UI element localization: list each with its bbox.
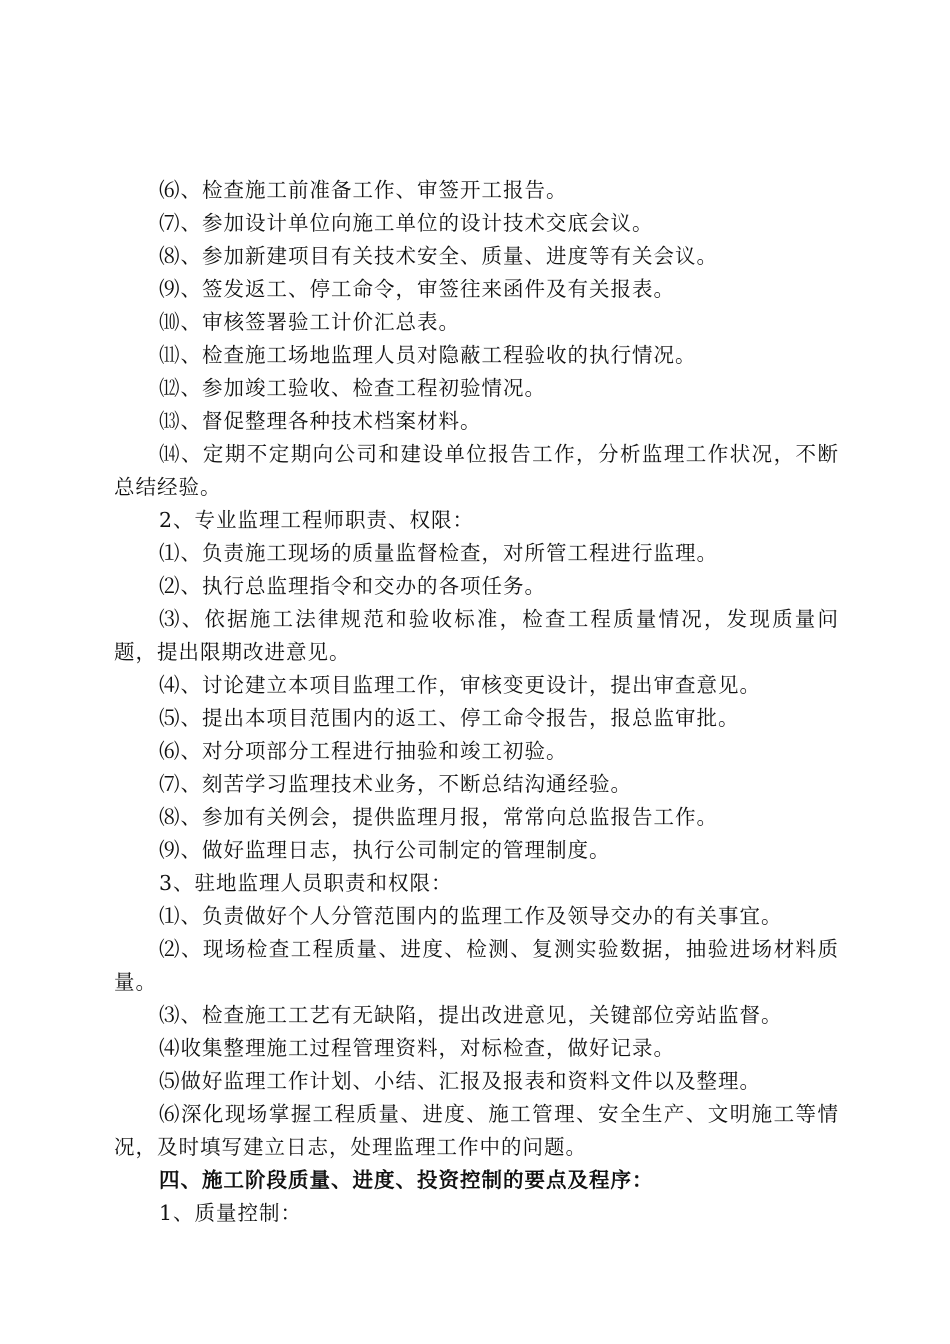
paragraph: ⑵、执行总监理指令和交办的各项任务。: [159, 574, 546, 598]
paragraph: ⑷收集整理施工过程管理资料，对标检查，做好记录。: [159, 1036, 675, 1060]
paragraph: ⑴、负责做好个人分管范围内的监理工作及领导交办的有关事宜。: [159, 904, 783, 928]
paragraph: ⑶、检查施工工艺有无缺陷，提出改进意见，关键部位旁站监督。: [159, 1003, 783, 1027]
paragraph: ⑹深化现场掌握工程质量、进度、施工管理、安全生产、文明施工等情况，及时填写建立日志，处理监理工作中的问题。: [114, 1102, 839, 1159]
paragraph: ⑽、审核签署验工计价汇总表。: [159, 310, 460, 334]
paragraph: ⑼、签发返工、停工命令，审签往来函件及有关报表。: [159, 277, 675, 301]
paragraph: ⑸做好监理工作计划、小结、汇报及报表和资料文件以及整理。: [159, 1069, 761, 1093]
paragraph: ⑺、刻苦学习监理技术业务，不断总结沟通经验。: [159, 772, 632, 796]
paragraph: ⑸、提出本项目范围内的返工、停工命令报告，报总监审批。: [159, 706, 740, 730]
paragraph: ⒁、定期不定期向公司和建设单位报告工作，分析监理工作状况，不断总结经验。: [114, 442, 839, 499]
paragraph: ⑿、参加竣工验收、检查工程初验情况。: [159, 376, 546, 400]
paragraph: 1、质量控制：: [159, 1201, 303, 1225]
paragraph: ⑵、现场检查工程质量、进度、检测、复测实验数据，抽验进场材料质量。: [114, 937, 839, 994]
paragraph: ⑷、讨论建立本项目监理工作，审核变更设计，提出审查意见。: [159, 673, 761, 697]
paragraph: ⑼、做好监理日志，执行公司制定的管理制度。: [159, 838, 611, 862]
paragraph: ⑴、负责施工现场的质量监督检查，对所管工程进行监理。: [159, 541, 718, 565]
paragraph: ⑻、参加新建项目有关技术安全、质量、进度等有关会议。: [159, 244, 718, 268]
document-body: [114, 174, 839, 1230]
section-heading: 四、施工阶段质量、进度、投资控制的要点及程序：: [159, 1168, 654, 1192]
paragraph: ⑻、参加有关例会，提供监理月报，常常向总监报告工作。: [159, 805, 718, 829]
paragraph: 3、驻地监理人员职责和权限：: [159, 871, 453, 895]
paragraph: ⑶、依据施工法律规范和验收标准，检查工程质量情况，发现质量问题，提出限期改进意见。: [114, 607, 839, 664]
paragraph: ⒀、督促整理各种技术档案材料。: [159, 409, 482, 433]
paragraph: ⑾、检查施工场地监理人员对隐蔽工程验收的执行情况。: [159, 343, 697, 367]
paragraph: ⑹、检查施工前准备工作、审签开工报告。: [159, 178, 568, 202]
paragraph: 2、专业监理工程师职责、权限：: [159, 508, 475, 532]
paragraph: ⑺、参加设计单位向施工单位的设计技术交底会议。: [159, 211, 654, 235]
paragraph: ⑹、对分项部分工程进行抽验和竣工初验。: [159, 739, 568, 763]
